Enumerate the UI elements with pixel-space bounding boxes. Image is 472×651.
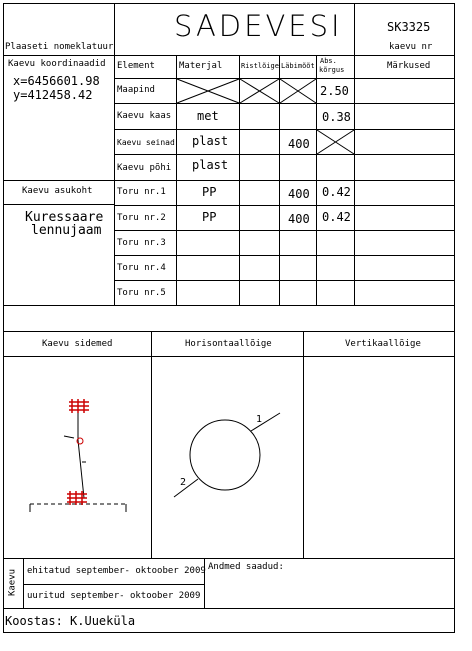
row-element: Toru nr.2 [117, 213, 166, 223]
row-material: PP [202, 210, 217, 224]
coordinate-x: x=6456601.98 [13, 74, 100, 88]
manhole-number-label: kaevu nr [389, 42, 433, 52]
row-material: plast [192, 134, 229, 148]
row-material: plast [192, 158, 229, 172]
coordinate-y: y=412458.42 [13, 88, 93, 102]
row-element: Kaevu põhi [117, 163, 172, 173]
row-diameter: 400 [288, 212, 310, 226]
row-diameter: 400 [288, 187, 310, 201]
row-element: Kaevu seinad [117, 138, 175, 147]
nomenclature-label: Plaaseti nomeklatuur [5, 42, 114, 52]
coordinates-label: Kaevu koordinaadid [8, 59, 106, 69]
ties-sketch [30, 406, 126, 512]
location-line-1: Kuressaare [25, 210, 104, 225]
col-header-cross-slope: Ristlõige [241, 62, 279, 70]
pipe-1-label: 1 [256, 414, 263, 425]
footer-data-received: Andmed saadud: [208, 562, 284, 572]
footer-side-label: Kaevu [7, 568, 18, 597]
row-element: Toru nr.4 [117, 263, 166, 273]
row-element: Kaevu kaas [117, 111, 172, 121]
location-line-2: lennujaam [31, 223, 102, 238]
col-header-abs-2: kõrgus [319, 66, 345, 74]
row-diameter: 400 [288, 137, 310, 151]
manhole-number: SK3325 [387, 20, 431, 34]
row-material: met [197, 109, 219, 123]
footer-surveyed: uuritud september- oktoober 2009 [27, 591, 201, 601]
vertical-section-title: Vertikaallõige [345, 339, 421, 349]
horizontal-section-drawing [174, 413, 280, 497]
row-element: Maapind [117, 85, 155, 95]
pipe-2-label: 2 [180, 477, 187, 488]
row-element: Toru nr.5 [117, 288, 166, 298]
row-height: 0.42 [322, 210, 351, 224]
row-element: Toru nr.3 [117, 238, 166, 248]
ties-section-title: Kaevu sidemed [42, 339, 113, 349]
footer-built: ehitatud september- oktoober 2009 [27, 566, 206, 576]
row-height: 0.38 [322, 110, 351, 124]
col-header-remarks: Märkused [387, 61, 431, 71]
row-height: 2.50 [320, 84, 349, 98]
row-height: 0.42 [322, 185, 351, 199]
row-element: Toru nr.1 [117, 187, 166, 197]
horizontal-section-title: Horisontaallõige [185, 339, 272, 349]
row-material: PP [202, 185, 217, 199]
col-header-abs-1: Abs. [320, 57, 337, 65]
page-title: SADEVESI [174, 9, 343, 43]
col-header-material: Materjal [179, 61, 223, 71]
location-label: Kaevu asukoht [22, 186, 93, 196]
col-header-element: Element [117, 61, 155, 71]
col-header-diameter: Läbimõõt [281, 62, 315, 70]
footer-author: Koostas: K.Uuekülа [5, 614, 136, 628]
